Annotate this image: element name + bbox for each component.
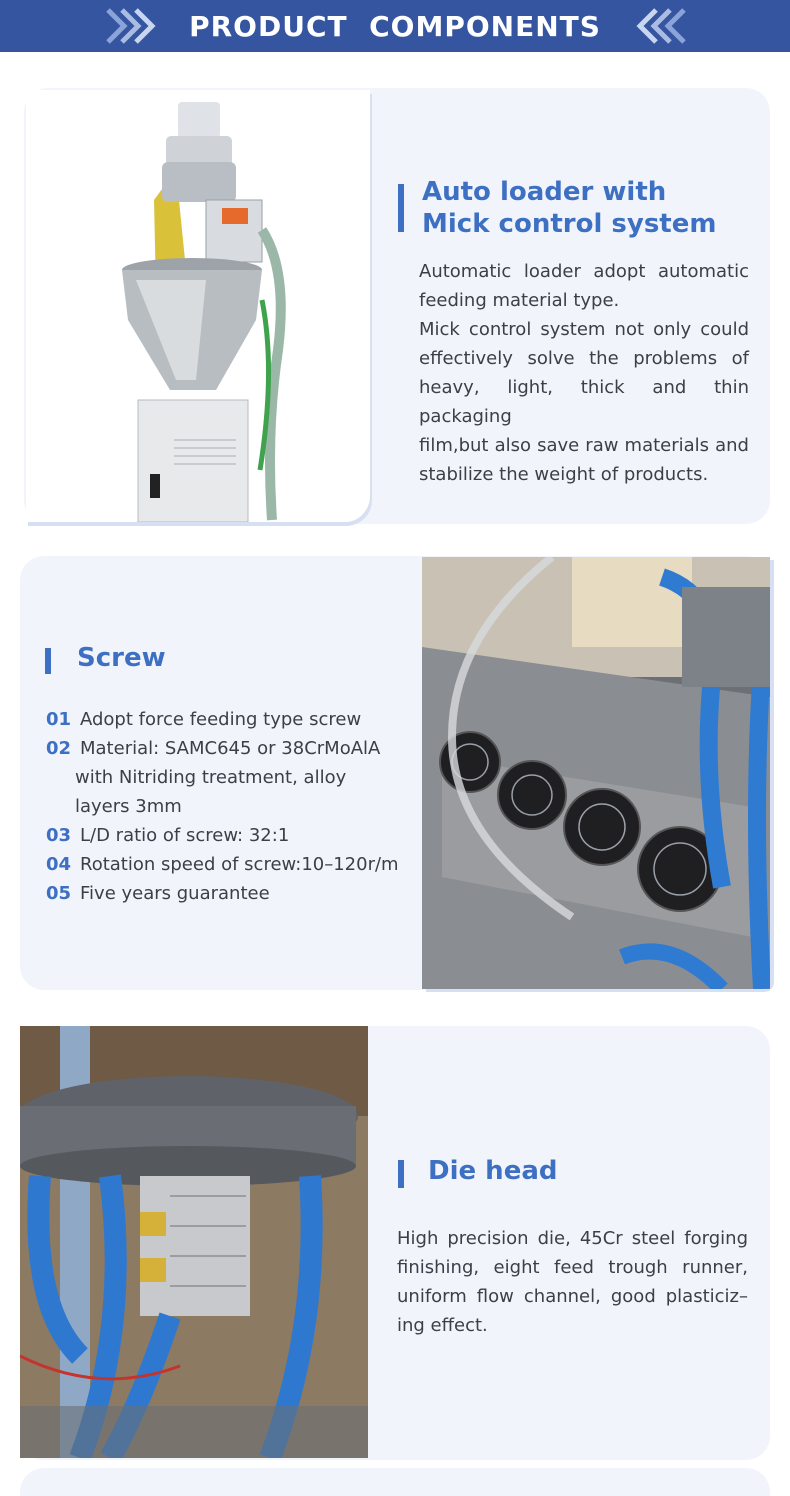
screw-title: Screw (77, 643, 166, 673)
list-text-continued: layers 3mm (75, 796, 182, 817)
loader-text-line: heavy, light, thick and thin packaging (419, 377, 749, 427)
loader-description (419, 257, 749, 489)
die-text-line: High precision die, 45Cr steel forging (397, 1228, 748, 1249)
list-number: 04 (46, 854, 72, 875)
list-item (46, 738, 380, 759)
list-text: Material: SAMC645 or 38CrMoAlA (80, 738, 381, 759)
page-title: PRODUCT COMPONENTS (189, 10, 601, 43)
list-item (46, 825, 289, 846)
list-number: 05 (46, 883, 72, 904)
list-item (46, 709, 361, 730)
die-title-bar (398, 1160, 404, 1188)
list-number: 02 (46, 738, 72, 759)
die-text-line: uniform flow channel, good plasticiz– (397, 1286, 748, 1307)
loader-title-bar (398, 184, 404, 232)
list-item (46, 854, 399, 875)
loader-title (422, 176, 716, 240)
list-text: L/D ratio of screw: 32:1 (80, 825, 290, 846)
die-head-photo (20, 1026, 368, 1458)
loader-title-line2: Mick control system (422, 209, 717, 239)
list-number: 01 (46, 709, 72, 730)
screw-title-bar (45, 648, 51, 674)
loader-text-line: feeding material type. (419, 290, 620, 311)
loader-text-line: effectively solve the problems of (419, 348, 749, 369)
loader-text-line: stabilize the weight of products. (419, 464, 709, 485)
die-head-title: Die head (428, 1156, 558, 1186)
list-text: Rotation speed of screw:10–120r/m (80, 854, 399, 875)
loader-text-line: Mick control system not only could (419, 319, 749, 340)
loader-text-line: film,but also save raw materials and (419, 435, 749, 456)
header-banner (0, 0, 790, 52)
loader-text-line: Automatic loader adopt automatic (419, 261, 749, 282)
auto-loader-photo (26, 90, 370, 522)
die-head-description (397, 1224, 748, 1340)
loader-title-line1: Auto loader with (422, 177, 667, 207)
list-item (46, 883, 270, 904)
list-text: Adopt force feeding type screw (80, 709, 362, 730)
list-text-continued: with Nitriding treatment, alloy (75, 767, 347, 788)
next-section-card (20, 1468, 770, 1496)
double-chevron-left-icon (632, 6, 688, 46)
die-text-line: ing effect. (397, 1315, 488, 1336)
die-text-line: finishing, eight feed trough runner, (397, 1257, 748, 1278)
list-text: Five years guarantee (80, 883, 270, 904)
list-number: 03 (46, 825, 72, 846)
screw-photo (422, 557, 770, 989)
